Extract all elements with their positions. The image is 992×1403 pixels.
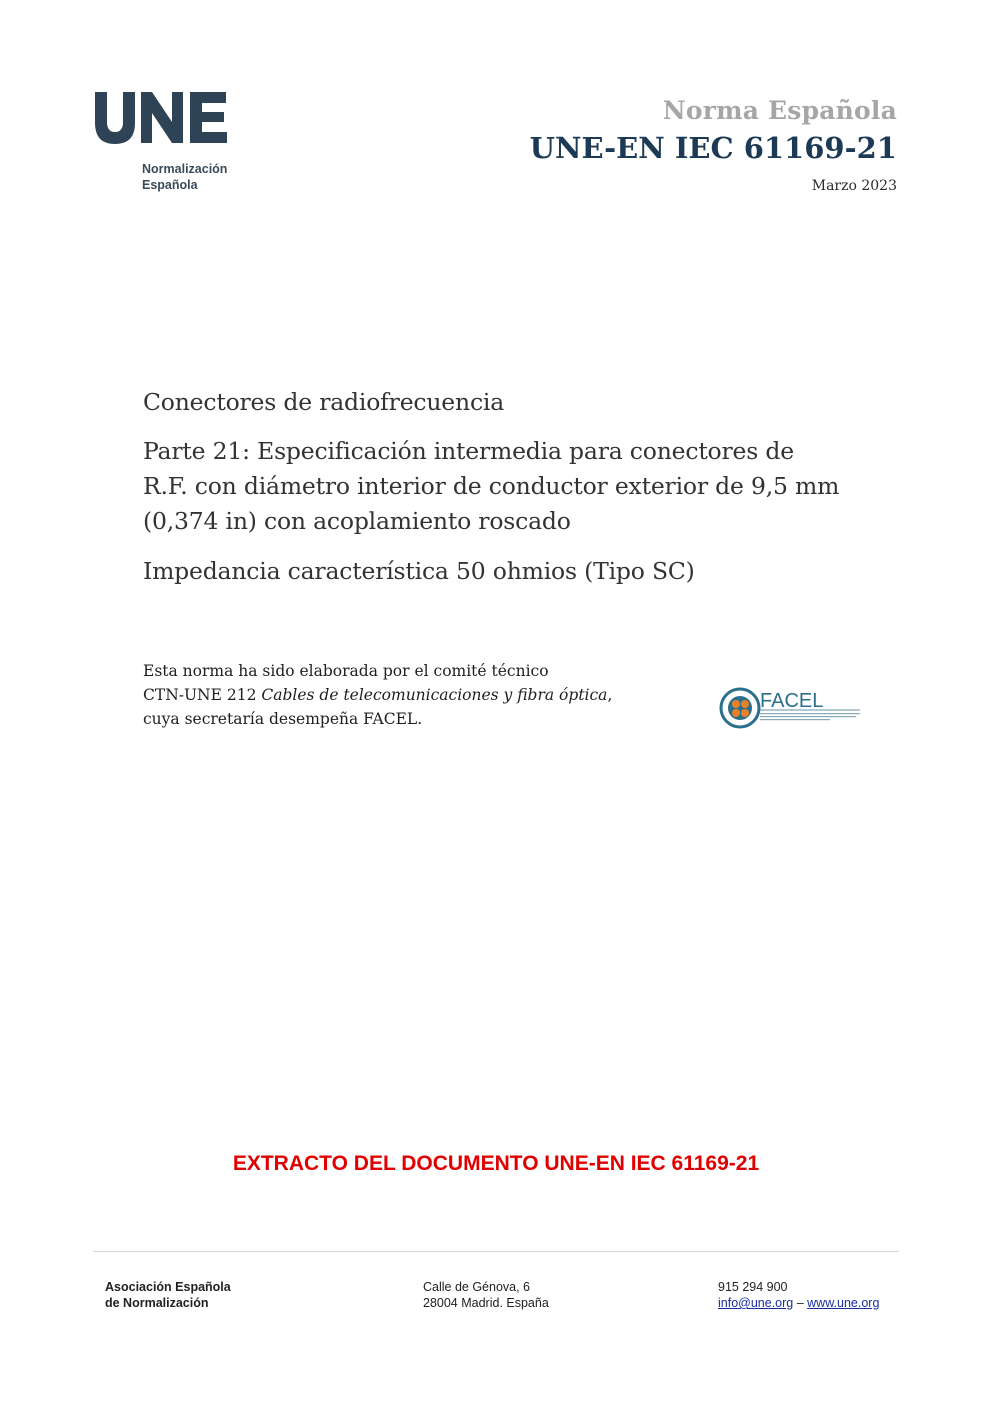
une-logo xyxy=(93,88,243,198)
facel-logo xyxy=(718,684,863,732)
footer-email-link[interactable]: info@une.org xyxy=(718,1296,794,1310)
title-impedance: Impedancia característica 50 ohmios (Tipo SC) xyxy=(143,557,695,585)
footer-divider xyxy=(93,1251,899,1252)
footer-org-line1: Asociación Española xyxy=(105,1280,231,1294)
committee-name: Cables de telecomunicaciones y fibra óptica xyxy=(261,686,608,704)
footer-org xyxy=(105,1279,231,1311)
footer-address xyxy=(423,1279,549,1311)
footer-separator: – xyxy=(793,1296,808,1310)
title-part-line1: Parte 21: Especificación intermedia para conectores de xyxy=(143,437,794,465)
extract-notice: EXTRACTO DEL DOCUMENTO UNE-EN IEC 61169-21 xyxy=(232,1152,760,1175)
norma-label: Norma Española xyxy=(662,96,897,125)
logo-subtitle-line1: Normalización xyxy=(142,162,228,176)
title-main: Conectores de radiofrecuencia xyxy=(143,388,505,416)
committee-line1: Esta norma ha sido elaborada por el comité técnico xyxy=(143,662,549,680)
committee-comma: , xyxy=(607,686,613,704)
norma-date: Marzo 2023 xyxy=(811,178,897,194)
norma-code: UNE-EN IEC 61169-21 xyxy=(529,131,897,165)
footer-website-link[interactable]: www.une.org xyxy=(807,1296,880,1310)
logo-subtitle-line2: Española xyxy=(142,178,198,192)
committee-line3: cuya secretaría desempeña FACEL. xyxy=(143,710,423,728)
footer-phone: 915 294 900 xyxy=(718,1280,788,1294)
title-part-line2: R.F. con diámetro interior de conductor exterior de 9,5 mm xyxy=(143,472,840,500)
committee-code: CTN-UNE 212 xyxy=(143,686,257,704)
committee-line2 xyxy=(143,686,612,704)
facel-emblem xyxy=(718,684,863,732)
footer-address-line2: 28004 Madrid. España xyxy=(423,1296,549,1310)
footer-contact xyxy=(718,1279,879,1311)
footer-address-line1: Calle de Génova, 6 xyxy=(423,1280,531,1294)
une-wordmark xyxy=(93,88,243,148)
footer-org-line2: de Normalización xyxy=(105,1296,209,1310)
facel-wordmark: FACEL xyxy=(760,690,824,712)
title-part-line3: (0,374 in) con acoplamiento roscado xyxy=(143,507,571,535)
